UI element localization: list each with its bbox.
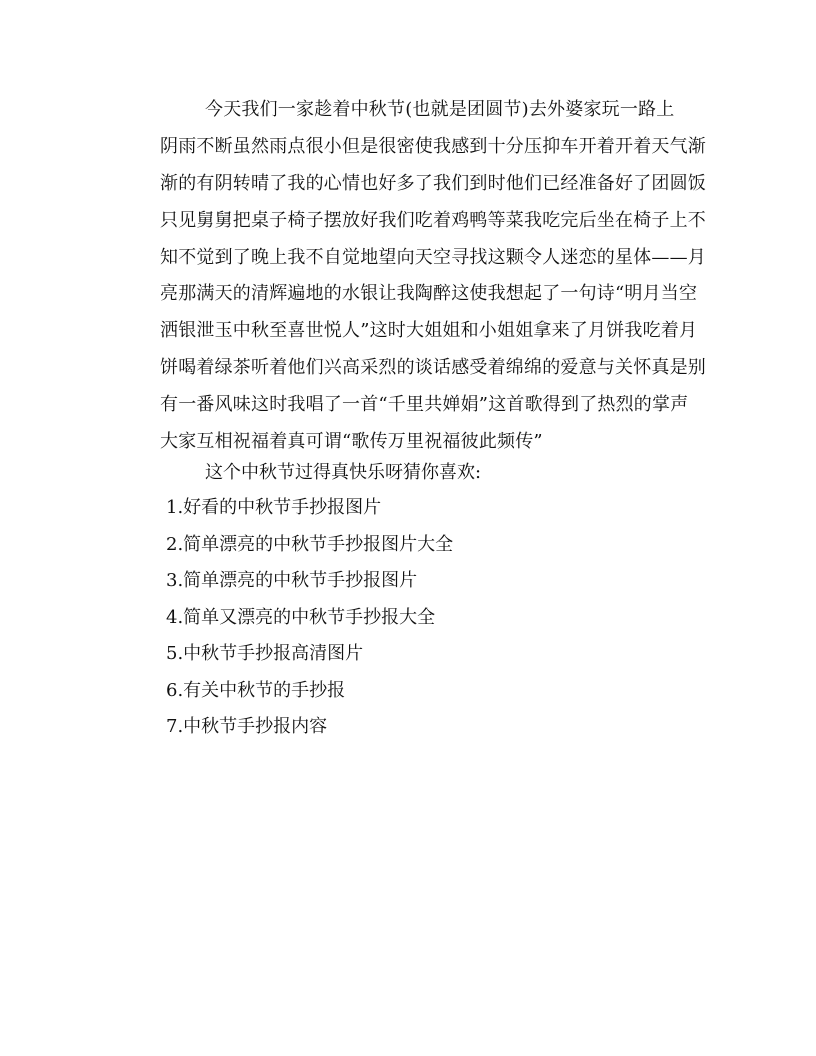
related-link[interactable]: 3.简单漂亮的中秋节手抄报图片 bbox=[166, 570, 418, 591]
essay-line: 大家互相祝福着真可谓“歌传万里祝福彼此频传” bbox=[160, 431, 543, 453]
essay-paragraph bbox=[160, 92, 706, 461]
essay-line: 洒银泄玉中秋至喜世悦人”这时大姐姐和小姐姐拿来了月饼我吃着月 bbox=[160, 320, 698, 342]
related-link[interactable]: 5.中秋节手抄报高清图片 bbox=[166, 643, 364, 664]
essay-line: 饼喝着绿茶听着他们兴高采烈的谈话感受着绵绵的爱意与关怀真是别 bbox=[160, 357, 706, 379]
related-link[interactable]: 7.中秋节手抄报内容 bbox=[166, 716, 328, 737]
essay-line: 渐的有阴转晴了我的心情也好多了我们到时他们已经准备好了团圆饭 bbox=[160, 172, 706, 194]
essay-line: 今天我们一家趁着中秋节(也就是团圆节)去外婆家玩一路上 bbox=[205, 99, 675, 120]
related-list bbox=[166, 490, 453, 746]
essay-line: 亮那满天的清辉遍地的水银让我陶醉这使我想起了一句诗“明月当空 bbox=[160, 283, 698, 305]
essay-line: 知不觉到了晚上我不自觉地望向天空寻找这颗令人迷恋的星体——月 bbox=[160, 246, 706, 268]
related-link[interactable]: 1.好看的中秋节手抄报图片 bbox=[166, 497, 382, 518]
essay-line: 阴雨不断虽然雨点很小但是很密使我感到十分压抑车开着开着天气渐 bbox=[160, 135, 706, 157]
related-link[interactable]: 4.简单又漂亮的中秋节手抄报大全 bbox=[166, 606, 436, 628]
essay-line: 只见舅舅把桌子椅子摆放好我们吃着鸡鸭等菜我吃完后坐在椅子上不 bbox=[160, 209, 706, 231]
related-link[interactable]: 2.简单漂亮的中秋节手抄报图片大全 bbox=[166, 533, 454, 555]
essay-line: 有一番风味这时我唱了一首“千里共婵娟”这首歌得到了热烈的掌声 bbox=[160, 394, 689, 416]
related-intro: 这个中秋节过得真快乐呀猜你喜欢: bbox=[205, 462, 482, 483]
related-link[interactable]: 6.有关中秋节的手抄报 bbox=[166, 679, 346, 701]
